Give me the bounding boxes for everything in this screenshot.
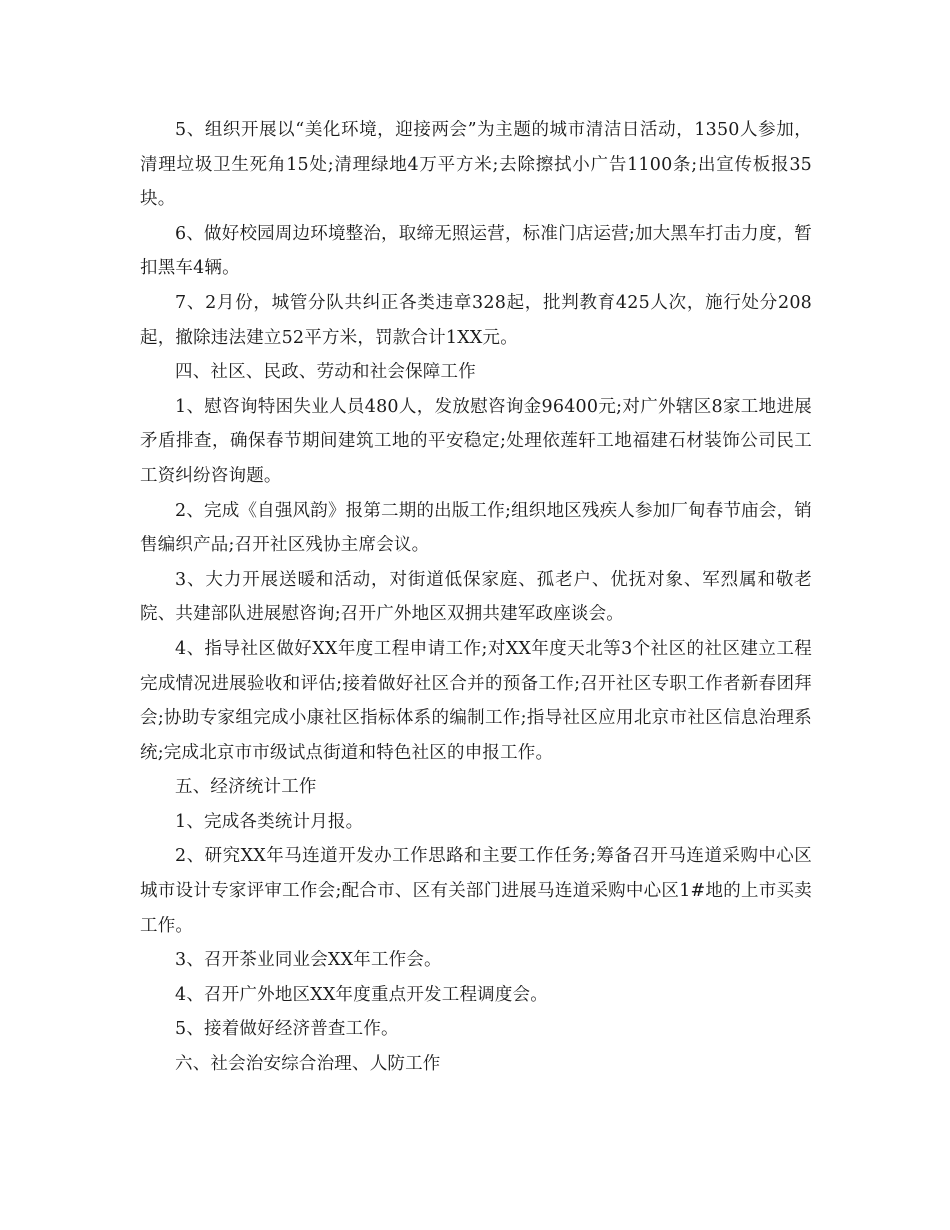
paragraph-item-2-maliandao-development: 2、研究XX年马连道开发办工作思路和主要工作任务;筹备召开马连道采购中心区城市设计专家评审工作会;配合市、区有关部门进展马连道采购中心区1#地的上市买卖工作。 (140, 846, 812, 936)
paragraph-item-4-project-scheduling: 4、召开广外地区XX年度重点开发工程调度会。 (175, 984, 548, 1005)
paragraph-item-6-campus-environment: 6、做好校园周边环境整治，取缔无照运营，标准门店运营;加大黑车打击力度，暂扣黑车4辆。 (140, 223, 812, 279)
paragraph-item-2-publication: 2、完成《自强风韵》报第二期的出版工作;组织地区残疾人参加厂甸春节庙会，销售编织产品;召开社区残协主席会议。 (140, 500, 812, 556)
paragraph-item-4-community-projects: 4、指导社区做好XX年度工程申请工作;对XX年度天北等3个社区的社区建立工程完成情况进展验收和评估;接着做好社区合并的预备工作;召开社区专职工作者新春团拜会;协助专家组完成小康社区指标体系的编制工作;指导社区应用北京市社区信息治理系统;完成北京市市级试点街道和特色社区的申报工作。 (140, 638, 812, 763)
paragraph-item-1-unemployed-relief: 1、慰咨询特困失业人员480人，发放慰咨询金96400元;对广外辖区8家工地进展矛盾排查，确保春节期间建筑工地的平安稳定;处理依莲轩工地福建石材装饰公司民工工资纠纷咨询题。 (140, 396, 812, 486)
paragraph-item-3-tea-industry-meeting: 3、召开茶业同业会XX年工作会。 (175, 950, 442, 971)
paragraph-item-1-monthly-reports: 1、完成各类统计月报。 (175, 811, 364, 832)
section-heading-6-public-security: 六、社会治安综合治理、人防工作 (175, 1054, 441, 1075)
section-heading-5-economic-statistics: 五、经济统计工作 (175, 777, 317, 798)
paragraph-item-5-economic-census: 5、接着做好经济普查工作。 (175, 1019, 399, 1040)
section-heading-4-community: 四、社区、民政、劳动和社会保障工作 (175, 362, 476, 383)
paragraph-item-3-warmth-activities: 3、大力开展送暖和活动，对街道低保家庭、孤老户、优抚对象、军烈属和敬老院、共建部队进展慰咨询;召开广外地区双拥共建军政座谈会。 (140, 569, 812, 625)
paragraph-item-7-city-management: 7、2月份，城管分队共纠正各类违章328起，批判教育425人次，施行处分208起，撤除违法建立52平方米，罚款合计1XX元。 (140, 292, 812, 348)
paragraph-item-5-cleaning-day: 5、组织开展以“美化环境，迎接两会”为主题的城市清洁日活动，1350人参加，清理垃圾卫生死角15处;清理绿地4万平方米;去除擦拭小广告1100条;出宣传板报35块。 (140, 120, 812, 210)
